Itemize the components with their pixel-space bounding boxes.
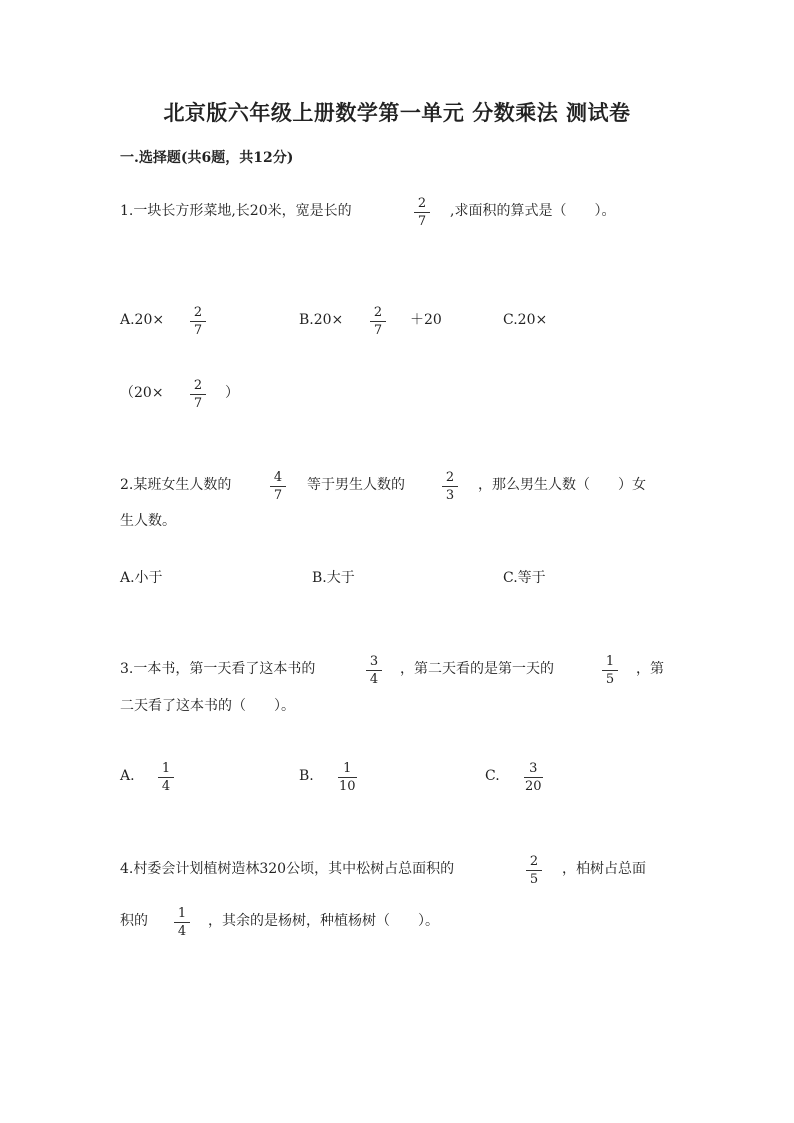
q1-option-c-continued: （20× [120, 385, 164, 401]
fraction-numerator: 1 [177, 906, 187, 921]
fraction-numerator: 4 [273, 470, 283, 485]
fraction-denominator: 4 [161, 779, 171, 794]
q3-option-c[interactable]: C. [485, 768, 500, 784]
q3-fraction-1 [366, 654, 382, 687]
q3-option-a-fraction [158, 761, 174, 794]
q2-text-line2: 生人数。 [120, 513, 176, 529]
fraction-numerator: 2 [529, 854, 539, 869]
q2-text-pre: 2.某班女生人数的 [120, 477, 232, 493]
q1-fraction-numerator: 2 [417, 196, 427, 211]
fraction-bar [370, 321, 386, 322]
fraction-denominator: 20 [525, 779, 542, 794]
q3-fraction-2 [602, 654, 618, 687]
q4-text-post: ，柏树占总面 [562, 861, 646, 877]
fraction-bar [174, 922, 190, 923]
q1-option-a-fraction [190, 305, 206, 338]
fraction-bar [414, 212, 430, 213]
q3-text-line2: 二天看了这本书的（ ）。 [120, 698, 295, 714]
fraction-denominator: 5 [529, 872, 539, 887]
fraction-numerator: 2 [193, 305, 203, 320]
fraction-numerator: 1 [161, 761, 171, 776]
q4-text-line2-pre: 积的 [120, 913, 148, 929]
q3-option-a[interactable]: A. [120, 768, 135, 784]
q1-option-b-post: ＋20 [410, 312, 442, 328]
fraction-denominator: 7 [193, 396, 203, 411]
q1-option-a[interactable]: A.20× [120, 312, 165, 328]
q1-option-b[interactable]: B.20× [299, 312, 344, 328]
q3-text-mid: ，第二天看的是第一天的 [400, 661, 554, 677]
fraction-numerator: 1 [605, 654, 615, 669]
q3-option-b[interactable]: B. [299, 768, 314, 784]
fraction-bar [524, 777, 543, 778]
fraction-numerator: 2 [373, 305, 383, 320]
fraction-denominator: 5 [605, 672, 615, 687]
fraction-denominator: 7 [273, 488, 283, 503]
fraction-numerator: 2 [193, 378, 203, 393]
fraction-numerator: 3 [529, 761, 538, 776]
q1-option-b-fraction [370, 305, 386, 338]
fraction-bar [338, 777, 357, 778]
fraction-numerator: 2 [445, 470, 455, 485]
q4-fraction-2 [174, 906, 190, 939]
q2-option-c[interactable]: C.等于 [503, 570, 546, 586]
fraction-denominator: 10 [339, 779, 356, 794]
fraction-denominator: 4 [177, 924, 187, 939]
fraction-denominator: 3 [445, 488, 455, 503]
fraction-denominator: 4 [369, 672, 379, 687]
q2-fraction-1 [270, 470, 286, 503]
fraction-denominator: 7 [193, 323, 203, 338]
fraction-bar [526, 870, 542, 871]
page-title: 北京版六年级上册数学第一单元 分数乘法 测试卷 [163, 100, 631, 125]
fraction-numerator: 1 [343, 761, 352, 776]
q3-option-c-fraction [524, 761, 543, 794]
fraction-bar [270, 486, 286, 487]
q1-fraction-denominator: 7 [417, 214, 427, 229]
q2-fraction-2 [442, 470, 458, 503]
fraction-denominator: 7 [373, 323, 383, 338]
q2-option-b[interactable]: B.大于 [312, 570, 355, 586]
q4-text-line2-post: ，其余的是杨树，种植杨树（ ）。 [208, 913, 439, 929]
q3-option-b-fraction [338, 761, 357, 794]
q3-text-post: ，第 [636, 661, 664, 677]
fraction-bar [190, 394, 206, 395]
q1-option-c[interactable]: C.20× [503, 312, 548, 328]
section-heading: 一.选择题(共6题，共12分) [120, 150, 294, 166]
q3-text-pre: 3.一本书，第一天看了这本书的 [120, 661, 316, 677]
q4-text-pre: 4.村委会计划植树造林320公顷，其中松树占总面积的 [120, 861, 455, 877]
fraction-bar [190, 321, 206, 322]
q2-text-mid: 等于男生人数的 [307, 477, 405, 493]
q1-fraction [414, 196, 430, 229]
q2-text-post: ，那么男生人数（ ）女 [478, 477, 646, 493]
q1-text-post: ,求面积的算式是（ ）。 [450, 203, 616, 219]
q1-option-c-close: ） [225, 385, 239, 401]
q4-fraction-1 [526, 854, 542, 887]
fraction-bar [366, 670, 382, 671]
fraction-bar [158, 777, 174, 778]
fraction-bar [442, 486, 458, 487]
fraction-bar [602, 670, 618, 671]
q1-option-c-fraction [190, 378, 206, 411]
q2-option-a[interactable]: A.小于 [120, 570, 163, 586]
fraction-numerator: 3 [369, 654, 379, 669]
q1-text-pre: 1.一块长方形菜地,长20米，宽是长的 [120, 203, 352, 219]
